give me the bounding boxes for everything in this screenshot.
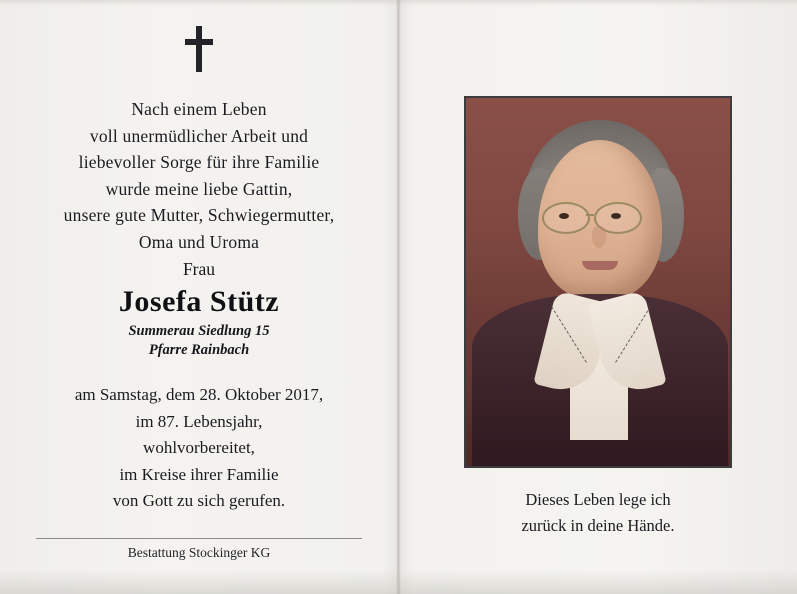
- eye-left: [559, 213, 569, 219]
- death-line: im 87. Lebensjahr,: [135, 411, 263, 431]
- verse-line: unsere gute Mutter, Schwiegermutter,: [63, 205, 335, 225]
- left-page: [0, 0, 398, 594]
- latin-cross-icon: [184, 26, 214, 72]
- photo-caption: [439, 487, 757, 539]
- portrait-frame: [464, 96, 732, 468]
- mouth: [582, 261, 618, 270]
- address-line: Summerau Siedlung 15: [128, 323, 270, 339]
- death-line: wohlvorbereitet,: [143, 438, 255, 457]
- caption-line: zurück in deine Hände.: [521, 516, 675, 535]
- death-line: im Kreise ihrer Familie: [119, 464, 279, 484]
- right-page: [399, 0, 797, 594]
- verse-line: Oma und Uroma: [138, 231, 260, 252]
- verse-line: voll unermüdlicher Arbeit und: [89, 125, 309, 146]
- memorial-verse: [18, 96, 380, 255]
- divider: [36, 538, 362, 539]
- verse-line: liebevoller Sorge für ihre Familie: [78, 152, 320, 172]
- death-line: von Gott zu sich gerufen.: [112, 491, 286, 510]
- verse-line: wurde meine liebe Gattin,: [105, 178, 293, 199]
- honorific: Frau: [182, 259, 216, 279]
- eye-right: [611, 213, 621, 219]
- portrait-photograph: [466, 98, 730, 466]
- address-block: [18, 322, 380, 360]
- deceased-name: Josefa Stütz: [118, 285, 280, 318]
- death-line: am Samstag, dem 28. Oktober 2017,: [74, 385, 324, 404]
- nose: [592, 226, 606, 248]
- death-announcement: [18, 382, 380, 515]
- cross-icon-wrap: [0, 26, 398, 77]
- funeral-home-credit: Bestattung Stockinger KG: [127, 545, 271, 560]
- verse-line: Nach einem Leben: [131, 99, 267, 119]
- eyeglasses-bridge: [586, 214, 594, 216]
- address-line: Pfarre Rainbach: [148, 342, 250, 358]
- caption-line: Dieses Leben lege ich: [525, 490, 671, 509]
